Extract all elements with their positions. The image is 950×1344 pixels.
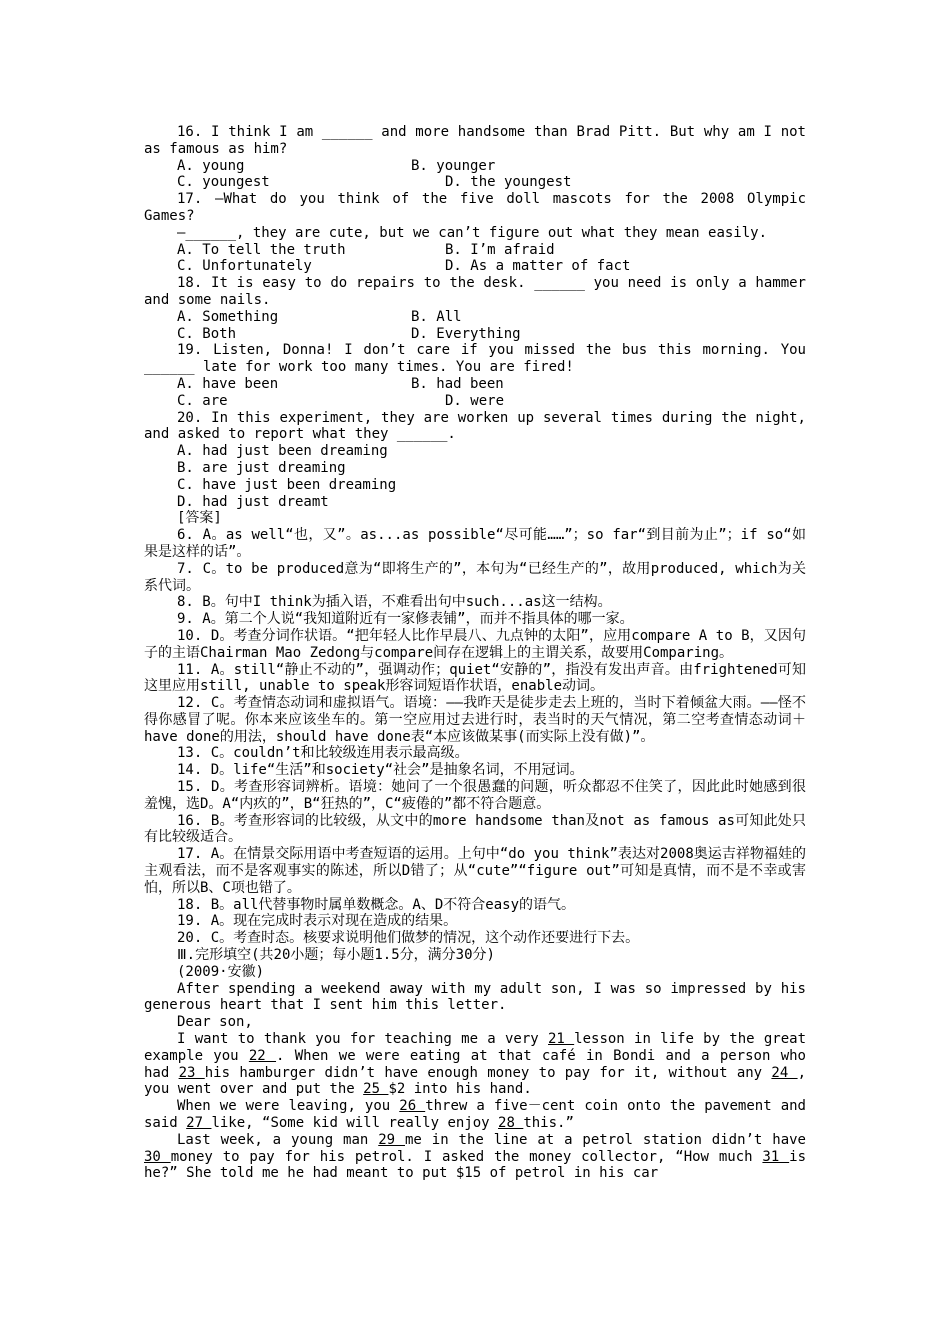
- answer-item: 19. A。现在完成时表示对现在造成的结果。: [177, 913, 458, 930]
- blank-24: 24: [771, 1064, 798, 1081]
- blank-26: 26: [399, 1098, 426, 1115]
- passage-text: like, “Some kid will really enjoy: [211, 1115, 499, 1132]
- option-b: B. are just dreaming: [177, 459, 346, 476]
- answer-item: 6. A。as well“也，又”。as...as possible“尽可能……”；so far“到目前为止”；if so“如果是这样的话”。: [144, 527, 806, 560]
- answer-header: [答案]: [177, 510, 222, 527]
- question-17-options-row2: [144, 258, 806, 275]
- option-c: C. youngest: [177, 174, 270, 191]
- answer-item: 13. C。couldn’t和比较级连用表示最高级。: [177, 745, 469, 762]
- letter-greeting: Dear son,: [177, 1014, 253, 1031]
- option-b: B. All: [411, 308, 462, 325]
- question-18-stem: 18. It is easy to do repairs to the desk. ______ you need is only a hammer and some nails.: [144, 275, 806, 308]
- option-a: A. had just been dreaming: [177, 443, 388, 460]
- option-c: C. have just been dreaming: [177, 476, 397, 493]
- question-17-stem: 17. —What do you think of the five doll mascots for the 2008 Olympic Games?: [144, 191, 806, 224]
- passage-text: , you went over and put the: [144, 1064, 807, 1098]
- blank-31: 31: [762, 1148, 790, 1165]
- answer-item: 16. B。考查形容词的比较级，从文中的more handsome than及not as famous as可知此处只有比较级适合。: [144, 812, 806, 846]
- question-19-options-row1: [144, 376, 806, 393]
- answer-item: 10. D。考查分词作状语。“把年轻人比作早晨八、九点钟的太阳”，应用compare A to B，又因句子的主语Chairman Mao Zedong与compare间存在逻辑上的主谓关系，故要用Comparing。: [144, 627, 806, 661]
- option-c: C. Unfortunately: [177, 258, 312, 275]
- answer-item: 9. A。第二个人说“我知道附近有一家修表铺”，而并不指具体的哪一家。: [177, 611, 634, 628]
- answer-item: 17. A。在情景交际用语中考查短语的运用。上句中“do you think”表达对2008奥运吉祥物福娃的主观看法，而不是客观事实的陈述，所以D错了；从“cute”“figure out”可知是真情，而不是不幸或害怕，所以B、C项也错了。: [144, 846, 806, 896]
- section-source: (2009·安徽): [177, 963, 265, 980]
- question-19-stem: 19. Listen, Donna! I don’t care if you missed the bus this morning. You ______ late for work too many times. You are fired!: [144, 342, 806, 376]
- option-a: A. young: [177, 157, 245, 174]
- answer-item: 7. C。to be produced意为“即将生产的”，本句为“已经生产的”，故用produced, which为关系代词。: [144, 560, 806, 594]
- question-16-stem: 16. I think I am ______ and more handsome than Brad Pitt. But why am I not as famous as him?: [144, 124, 806, 157]
- blank-22: 22: [248, 1047, 277, 1064]
- question-19-options-row2: [144, 393, 806, 410]
- answer-item: 15. D。考查形容词辨析。语境：她问了一个很愚蠢的问题，听众都忍不住笑了，因此此时她感到很羞愧，选D。A“内疚的”，B“狂热的”，C“疲倦的”都不符合题意。: [144, 779, 806, 812]
- answer-item: 11. A。still“静止不动的”，强调动作；quiet“安静的”，指没有发出声音。由frightened可知这里应用still, unable to speak形容词短语作状语，enable动词。: [144, 661, 806, 695]
- option-b: B. I’m afraid: [445, 241, 555, 258]
- passage-text: Last week, a young man: [177, 1131, 379, 1148]
- option-a: A. To tell the truth: [177, 241, 346, 258]
- answer-item: 20. C。考查时态。核要求说明他们做梦的情况，这个动作还要进行下去。: [177, 930, 640, 947]
- answer-item: 8. B。句中I think为插入语，不难看出句中such...as这一结构。: [177, 594, 612, 611]
- passage-text: me in the line at a petrol station didn’t have: [405, 1131, 806, 1148]
- passage-paragraph-1: [144, 1031, 806, 1098]
- passage-text: is he?” She told me he had meant to put $15 of petrol in his car: [144, 1148, 806, 1182]
- answer-item: 12. C。考查情态动词和虚拟语气。语境：——我昨天是徒步走去上班的，当时下着倾盆大雨。——怪不得你感冒了呢。你本来应该坐车的。第一空应用过去进行时，表当时的天气情况，第二空考查情态动词＋have done的用法，should have done表“本应该做某事(而实际上没有做)”。: [144, 695, 806, 745]
- blank-29: 29: [378, 1131, 405, 1148]
- blank-21: 21: [548, 1031, 575, 1048]
- blank-23: 23: [178, 1064, 205, 1081]
- blank-28: 28: [498, 1115, 524, 1132]
- option-d: D. were: [445, 392, 505, 409]
- passage-text: . When we were eating at that café in Bondi and a person who had: [144, 1047, 806, 1081]
- answer-item: 14. D。life“生活”和society“社会”是抽象名词，不用冠词。: [177, 762, 584, 779]
- question-18-options-row2: [144, 326, 806, 343]
- passage-text: $2 into his hand.: [388, 1081, 532, 1098]
- option-d: D. Everything: [411, 325, 521, 342]
- option-d: D. As a matter of fact: [445, 258, 631, 275]
- passage-text: money to pay for his petrol. I asked the money collector, “How much: [170, 1148, 763, 1165]
- section-title: Ⅲ.完形填空(共20小题；每小题1.5分，满分30分): [177, 947, 495, 964]
- document-page: [144, 124, 806, 1182]
- answer-item: 18. B。all代替事物时属单数概念。A、D不符合easy的语气。: [177, 896, 576, 913]
- question-16-options-row1: [144, 158, 806, 175]
- passage-paragraph-3: [144, 1132, 806, 1182]
- passage-text: I want to thank you for teaching me a very: [177, 1031, 548, 1048]
- passage-text: his hamburger didn’t have enough money to pay for it, without any: [204, 1064, 772, 1081]
- question-17-response: —______, they are cute, but we can’t figure out what they mean easily.: [177, 224, 768, 241]
- passage-text: lesson in life by the great example you: [144, 1031, 807, 1064]
- blank-30: 30: [144, 1148, 171, 1165]
- option-a: A. have been: [177, 375, 279, 392]
- question-20-stem: 20. In this experiment, they are worken up several times during the night, and asked to report what they ______.: [144, 409, 806, 443]
- option-c: C. Both: [177, 325, 237, 342]
- question-16-options-row2: [144, 174, 806, 191]
- passage-paragraph-2: [144, 1098, 806, 1132]
- option-b: B. younger: [411, 157, 496, 174]
- passage-text: threw a five－cent coin onto the pavement and said: [144, 1098, 806, 1132]
- passage-text: When we were leaving, you: [177, 1098, 400, 1115]
- question-18-options-row1: [144, 309, 806, 326]
- option-b: B. had been: [411, 375, 504, 392]
- option-d: D. had just dreamt: [177, 493, 329, 510]
- option-d: D. the youngest: [445, 174, 572, 191]
- option-c: C. are: [177, 392, 228, 409]
- blank-27: 27: [186, 1115, 212, 1132]
- blank-25: 25: [363, 1081, 389, 1098]
- passage-intro: After spending a weekend away with my adult son, I was so impressed by his generous heart that I sent him this letter.: [144, 980, 806, 1014]
- passage-text: this.”: [523, 1115, 574, 1132]
- option-a: A. Something: [177, 308, 279, 325]
- question-17-options-row1: [144, 242, 806, 259]
